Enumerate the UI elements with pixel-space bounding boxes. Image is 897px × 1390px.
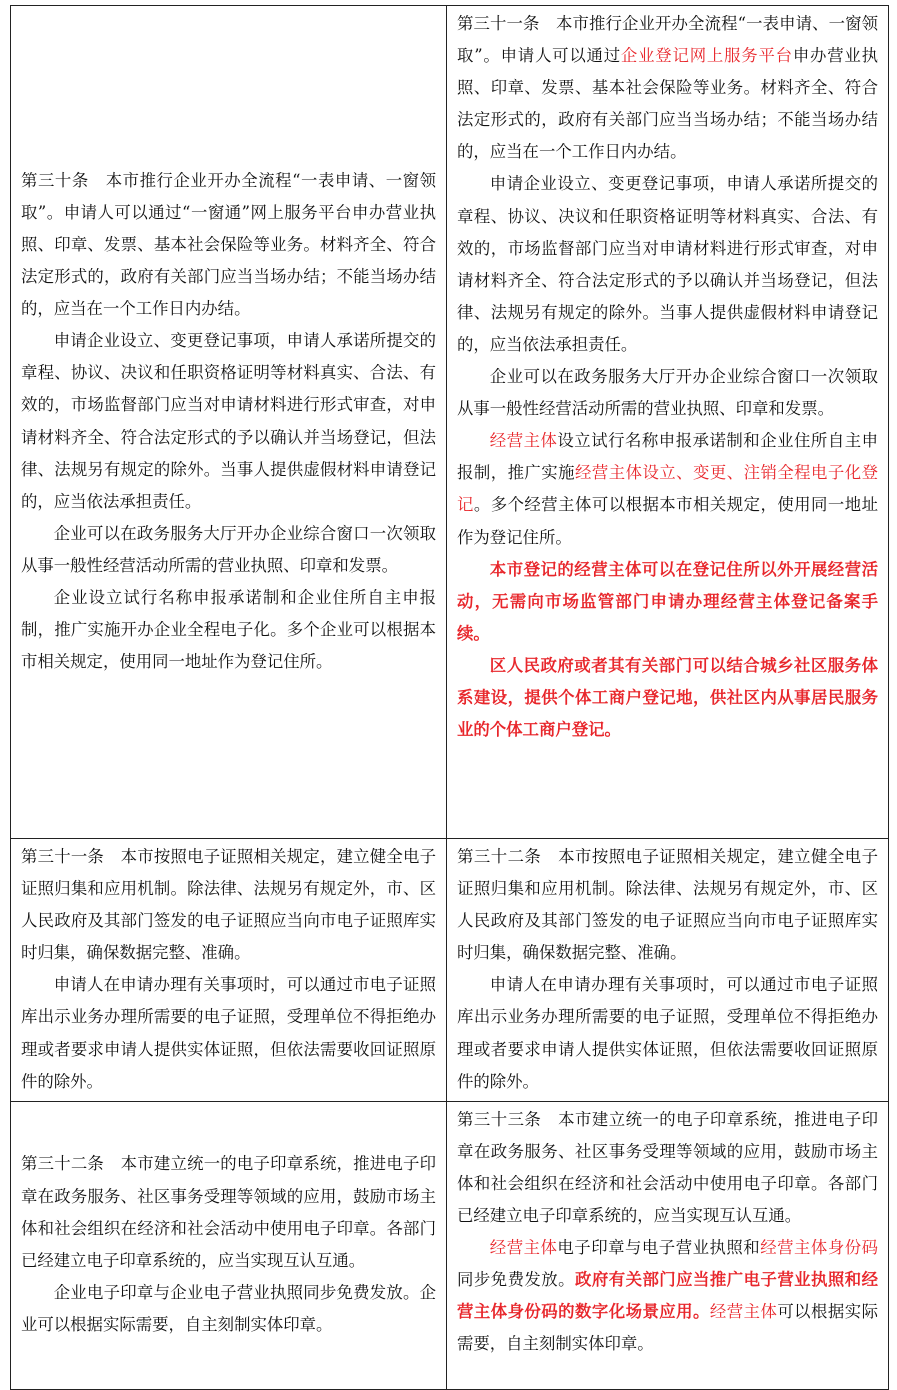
article-31-para-4: 经营主体设立试行名称申报承诺制和企业住所自主申报制，推广实施经营主体设立、变更、注销全程电子化登记。多个经营主体可以根据本市相关规定，使用同一地址作为登记住所。 [457, 431, 879, 547]
article-33-para-2: 经营主体电子印章与电子营业执照和经营主体身份码同步免费发放。政府有关部门应当推广电子营业执照和经营主体身份码的数字化场景应用。经营主体可以根据实际需要，自主刻制实体印章。 [457, 1238, 879, 1354]
article-30-para-4: 企业设立试行名称申报承诺制和企业住所自主申报制，推广实施开办企业全程电子化。多个企业可以根据本市相关规定，使用同一地址作为登记住所。 [21, 587, 436, 672]
article-31-para-5 [457, 554, 878, 650]
article-30-para-3: 企业可以在政务服务大厅开办企业综合窗口一次领取从事一般性经营活动所需的营业执照、印章和发票。 [21, 523, 436, 575]
article-30-para-2: 申请企业设立、变更登记事项，申请人承诺所提交的章程、协议、决议和任职资格证明等材料真实、合法、有效的，市场监督部门应当对申请材料进行形式审查，对申请材料齐全、符合法定形式的予以确认并当场登记，但法律、法规另有规定的除外。当事人提供虚假材料申请登记的，应当依法承担责任。 [21, 331, 436, 511]
article-32-para-1: 第三十二条 本市建立统一的电子印章系统，推进电子印章在政务服务、社区事务受理等领域的应用，鼓励市场主体和社会组织在经济和社会活动中使用电子印章。各部门已经建立电子印章系统的，应当实现互认互通。 [21, 1154, 436, 1270]
table-row [11, 1101, 889, 1389]
amended-text: 经营主体设立、变更、注销全程电子化登记 [457, 463, 879, 515]
article-32-para-2: 申请人在申请办理有关事项时，可以通过市电子证照库出示业务办理所需要的电子证照，受理单位不得拒绝办理或者要求申请人提供实体证照，但依法需要收回证照原件的除外。 [457, 975, 878, 1091]
article-31-para-1: 第三十一条 本市按照电子证照相关规定，建立健全电子证照归集和应用机制。除法律、法规另有规定外，市、区人民政府及其部门签发的电子证照应当向市电子证照库实时归集，确保数据完整、准确。 [21, 847, 436, 963]
article-31-para-1: 第三十一条 本市推行企业开办全流程“一表申请、一窗领取”。申请人可以通过企业登记网上服务平台申办营业执照、印章、发票、基本社会保险等业务。材料齐全、符合法定形式的，政府有关部门应当当场办结；不能当场办结的，应当在一个工作日内办结。 [457, 14, 879, 162]
article-31-para-3: 企业可以在政务服务大厅开办企业综合窗口一次领取从事一般性经营活动所需的营业执照、印章和发票。 [457, 367, 878, 419]
added-text: 本市登记的经营主体可以在登记住所以外开展经营活动，无需向市场监管部门申请办理经营主体登记备案手续。 [457, 559, 878, 643]
amended-text: 经营主体 [489, 431, 558, 451]
added-text: 区人民政府或者其有关部门可以结合城乡社区服务体系建设，提供个体工商户登记地，供社区内从事居民服务业的个体工商户登记。 [457, 655, 878, 740]
article-33-para-1: 第三十三条 本市建立统一的电子印章系统，推进电子印章在政务服务、社区事务受理等领域的应用，鼓励市场主体和社会组织在经济和社会活动中使用电子印章。各部门已经建立电子印章系统的，应当实现互认互通。 [457, 1109, 878, 1226]
article-30-para-1: 第三十条 本市推行企业开办全流程“一表申请、一窗领取”。申请人可以通过“一窗通”网上服务平台申办营业执照、印章、发票、基本社会保险等业务。材料齐全、符合法定形式的，政府有关部门应当当场办结；不能当场办结的，应当在一个工作日内办结。 [21, 170, 436, 319]
article-32-para-1: 第三十二条 本市按照电子证照相关规定，建立健全电子证照归集和应用机制。除法律、法规另有规定外，市、区人民政府及其部门签发的电子证照应当向市电子证照库实时归集，确保数据完整、准确。 [457, 847, 878, 963]
original-text-cell [11, 6, 447, 839]
revised-text-cell [447, 6, 889, 839]
amended-text: 经营主体 [489, 1238, 558, 1258]
article-31-para-6 [457, 650, 878, 746]
article-31-para-2: 申请企业设立、变更登记事项，申请人承诺所提交的章程、协议、决议和任职资格证明等材料真实、合法、有效的，市场监督部门应当对申请材料进行形式审查，对申请材料齐全、符合法定形式的予以确认并当场登记，但法律、法规另有规定的除外。当事人提供虚假材料申请登记的，应当依法承担责任。 [457, 174, 878, 354]
amended-text: 经营主体 [709, 1302, 778, 1322]
added-text: 政府有关部门应当推广电子营业执照和经营主体身份码的数字化场景应用。 [457, 1270, 879, 1322]
table-row [11, 839, 889, 1102]
article-31-para-2: 申请人在申请办理有关事项时，可以通过市电子证照库出示业务办理所需要的电子证照，受理单位不得拒绝办理或者要求申请人提供实体证照，但依法需要收回证照原件的除外。 [21, 975, 436, 1091]
revised-text-cell [447, 839, 889, 1102]
revised-text-cell [447, 1101, 889, 1389]
article-32-para-2: 企业电子印章与企业电子营业执照同步免费发放。企业可以根据实际需要，自主刻制实体印章。 [21, 1282, 436, 1334]
comparison-table [10, 5, 889, 1390]
amended-text: 企业登记网上服务平台 [620, 46, 793, 66]
original-text-cell [11, 839, 447, 1102]
table-row [11, 6, 889, 839]
amended-text: 经营主体身份码 [760, 1238, 879, 1258]
original-text-cell [11, 1101, 447, 1389]
